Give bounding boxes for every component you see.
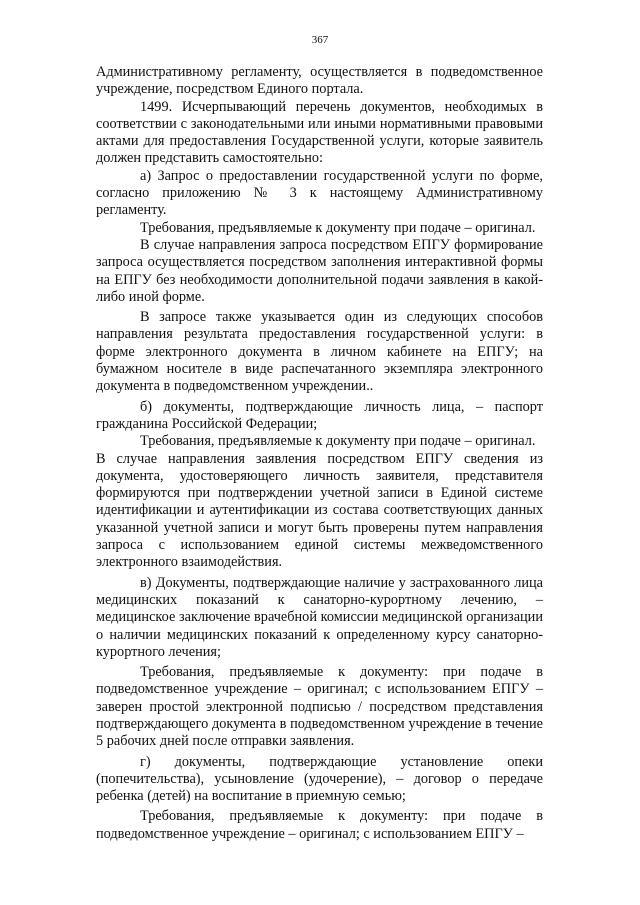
paragraph-item-a: а) Запрос о предоставлении государственной услуги по форме, согласно приложению № 3 к настоящему Административному регламенту. [96,167,543,219]
paragraph-requirements-v: Требования, предъявляемые к документу: при подаче в подведомственное учреждение – оригинал; с использованием ЕПГУ – заверен простой электронной подписью / посредством представления подтверждающего документа в подведомственном учреждение в течение 5 рабочих дней после отправки заявления. [96,664,543,750]
document-body [96,64,543,843]
paragraph-item-b: б) документы, подтверждающие личность лица, – паспорт гражданина Российской Федерации; [96,398,543,432]
page-number: 367 [311,34,329,46]
paragraph-result-methods: В запросе также указывается один из следующих способов направления результата предоставления государственной услуги: в форме электронного документа в личном кабинете на ЕПГУ; на бумажном носителе в виде распечатанного экземпляра электронного документа в подведомственном учреждении.. [96,309,543,395]
paragraph-requirements-b: Требования, предъявляемые к документу при подаче – оригинал. [140,433,536,450]
paragraph-continuation: Административному регламенту, осуществляется в подведомственное учреждение, посредством Единого портала. [96,64,543,98]
paragraph-epgu-identity: В случае направления заявления посредством ЕПГУ сведения из документа, удостоверяющего личность заявителя, представителя формируются при подтверждении учетной записи в Единой системе идентификации и аутентификации из состава соответствующих данных указанной учетной записи и могут быть проверены путем направления запроса с использованием единой системы межведомственного электронного взаимодействия. [96,450,543,571]
paragraph-item-g: г) документы, подтверждающие установление опеки (попечительства), усыновление (удочерение), – договор о передаче ребенка (детей) на воспитание в приемную семью; [96,753,543,805]
paragraph-requirements-g: Требования, предъявляемые к документу: при подаче в подведомственное учреждение – оригинал; с использованием ЕПГУ – [96,808,543,842]
paragraph-requirements-a: Требования, предъявляемые к документу при подаче – оригинал. [140,219,536,236]
paragraph-1499-heading: 1499. Исчерпывающий перечень документов, необходимых в соответствии с законодательными или иными нормативными правовыми актами для предоставления Государственной услуги, которые заявитель должен представить самостоятельно: [96,98,543,167]
paragraph-epgu-request: В случае направления запроса посредством ЕПГУ формирование запроса осуществляется посредством заполнения интерактивной формы на ЕПГУ без необходимости дополнительной подачи заявления в какой-либо иной форме. [96,236,543,305]
paragraph-item-v: в) Документы, подтверждающие наличие у застрахованного лица медицинских показаний к санаторно-курортному лечению, – медицинское заключение врачебной комиссии медицинской организации о наличии медицинских показаний к определенному курсу санаторно-курортного лечения; [96,574,543,660]
